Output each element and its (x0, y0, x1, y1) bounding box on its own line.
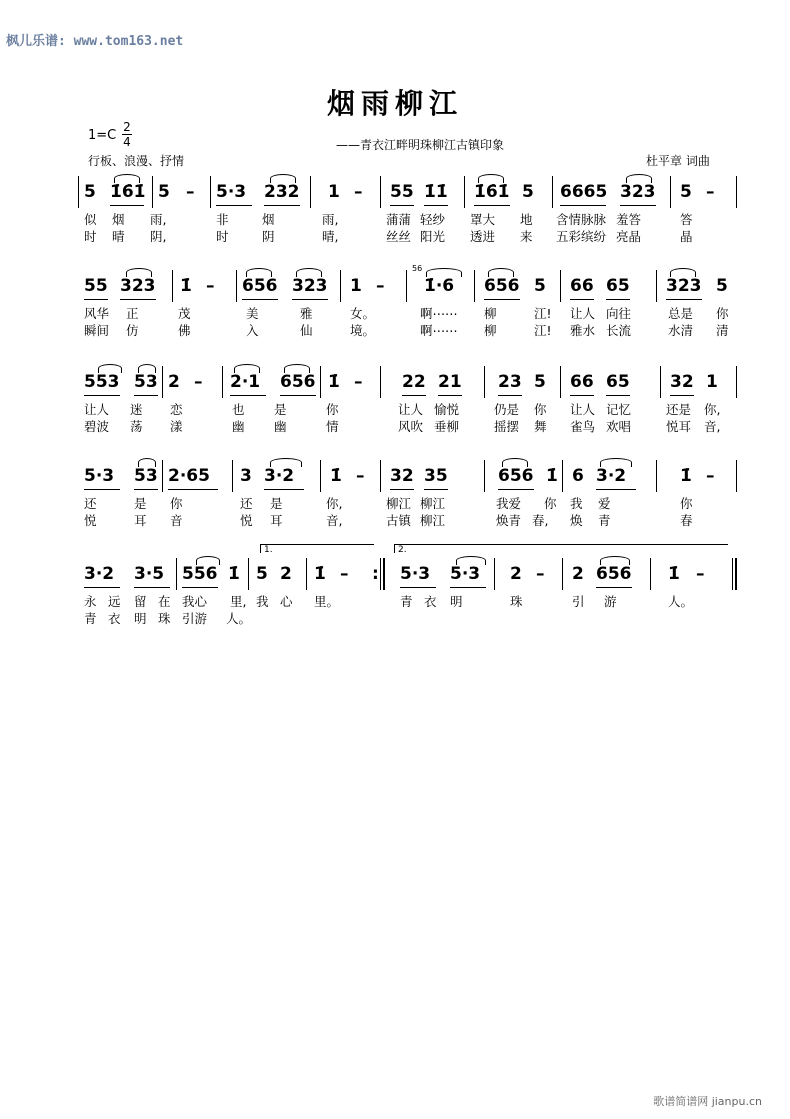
lyric: 雨, (150, 212, 167, 227)
note: 1̇6̇1̇ (474, 182, 510, 202)
lyric: 烟 (262, 212, 275, 227)
footer-watermark: 歌谱简谱网 jianpu.cn (653, 1095, 762, 1108)
header-website-link[interactable]: 枫儿乐谱: www.tom163.net (6, 34, 184, 49)
note: 6665 (560, 182, 608, 202)
note: 2 (572, 564, 584, 584)
lyric: 迷 (130, 402, 143, 417)
lyric: 珠 (158, 611, 171, 626)
note: – (354, 372, 363, 392)
lyric: 入 (246, 323, 259, 338)
lyric: 阴, (150, 229, 167, 244)
lyric: 衣 (108, 611, 121, 626)
lyric: 晶 (680, 229, 693, 244)
lyric: 游 (604, 594, 617, 609)
note: 5 (522, 182, 534, 202)
lyric: 佛 (178, 323, 191, 338)
lyric: 悦 (240, 513, 253, 528)
lyric: 还 (240, 496, 253, 511)
note: 5·3 (400, 564, 431, 584)
lyric: 春 (680, 513, 693, 528)
lyric: 永 (84, 594, 97, 609)
lyric: 里。 (314, 594, 340, 609)
lyric: 来 (520, 229, 533, 244)
lyric: 恋 (170, 402, 183, 417)
lyric: 心 (280, 594, 293, 609)
lyric: 焕 (570, 513, 583, 528)
lyric: 里, (230, 594, 247, 609)
lyric: 让人 (84, 402, 110, 417)
note: 5·3 (84, 466, 115, 486)
lyric: 你, (704, 402, 721, 417)
lyric: 焕青 (496, 513, 522, 528)
lyric: 江! (534, 323, 552, 338)
lyric: 你, (326, 496, 343, 511)
lyric: 愉悦 (434, 402, 460, 417)
lyric: 你 (716, 306, 729, 321)
note: 3·5 (134, 564, 165, 584)
lyric: 仙 (300, 323, 313, 338)
time-signature-bottom: 4 (123, 135, 131, 149)
note: 556 (182, 564, 218, 584)
lyric: 柳江 (386, 496, 412, 511)
note: – (356, 466, 365, 486)
lyric: 耳 (270, 513, 283, 528)
time-signature-top: 2 (123, 120, 131, 134)
note: 23 (498, 372, 522, 392)
lyric: 啊⋯⋯ (420, 323, 458, 338)
lyric: 情 (326, 419, 339, 434)
lyric: 含情脉脉 (556, 212, 607, 227)
note: 2·1 (230, 372, 261, 392)
lyric: 江! (534, 306, 552, 321)
lyric: 你 (534, 402, 547, 417)
staff-row-2 (0, 266, 790, 356)
lyric: 你 (170, 496, 183, 511)
staff-row-1 (0, 172, 790, 262)
note: 5 (534, 276, 546, 296)
lyric: 柳 (484, 306, 497, 321)
lyric: 也 (232, 402, 245, 417)
note: 1 (706, 372, 718, 392)
lyric: 音, (704, 419, 721, 434)
lyric: 在 (158, 594, 171, 609)
note: 35 (424, 466, 448, 486)
note: 53 (134, 466, 158, 486)
note: 232 (264, 182, 300, 202)
lyric: 你 (326, 402, 339, 417)
volta-second-ending: 2. (394, 544, 728, 553)
lyric: 青 (400, 594, 413, 609)
note: 53 (134, 372, 158, 392)
lyric: 青 (84, 611, 97, 626)
repeat-sign: : (372, 564, 379, 584)
note: 3·2 (596, 466, 627, 486)
note: 1̇ (668, 564, 680, 584)
note: 55 (390, 182, 414, 202)
note: 1̇ (328, 372, 340, 392)
lyric: 似 (84, 212, 97, 227)
lyric: 衣 (424, 594, 437, 609)
note: 5·3 (216, 182, 247, 202)
lyric: 晴, (322, 229, 339, 244)
lyric: 阴 (262, 229, 275, 244)
lyric: 引 (572, 594, 585, 609)
lyric: 是 (274, 402, 287, 417)
note: 65 (606, 372, 630, 392)
lyric: 仿 (126, 323, 139, 338)
note: 323 (620, 182, 656, 202)
lyric: 总是 (668, 306, 694, 321)
note: 1 (350, 276, 362, 296)
staff-row-3 (0, 362, 790, 452)
key-signature: 1=C (88, 128, 117, 143)
note: 2·65 (168, 466, 210, 486)
note: 1̇ (314, 564, 326, 584)
lyric: 仍是 (494, 402, 520, 417)
lyric: 风吹 (398, 419, 424, 434)
staff-row-5 (0, 545, 790, 644)
note: 5 (158, 182, 170, 202)
lyric: 柳 (484, 323, 497, 338)
lyric: 让人 (398, 402, 424, 417)
lyric: 让人 (570, 306, 596, 321)
note: 2 (280, 564, 292, 584)
lyric: 欢唱 (606, 419, 632, 434)
lyric: 长流 (606, 323, 632, 338)
lyric: 时 (216, 229, 229, 244)
lyric: 悦 (84, 513, 97, 528)
note: 656 (498, 466, 534, 486)
note: 32 (670, 372, 694, 392)
lyric: 人。 (226, 611, 252, 626)
lyric: 答 (680, 212, 693, 227)
lyric: 正 (126, 306, 139, 321)
lyric: 音 (170, 513, 183, 528)
lyric: 非 (216, 212, 229, 227)
note: 32 (390, 466, 414, 486)
lyric: 茂 (178, 306, 191, 321)
tempo-marking: 行板、浪漫、抒情 (88, 154, 185, 168)
note: 1̇ (228, 564, 240, 584)
lyric: 舞 (534, 419, 547, 434)
note: 1̇ (680, 466, 692, 486)
lyric: 还是 (666, 402, 692, 417)
note: 55 (84, 276, 108, 296)
lyric: 雅水 (570, 323, 596, 338)
note: 5 (716, 276, 728, 296)
note: 5 (680, 182, 692, 202)
note: 66 (570, 372, 594, 392)
note: 323 (666, 276, 702, 296)
note: 323 (292, 276, 328, 296)
lyric: 记忆 (606, 402, 632, 417)
lyric: 还 (84, 496, 97, 511)
note: 656 (280, 372, 316, 392)
note: 2 (510, 564, 522, 584)
lyric: 我 (256, 594, 269, 609)
lyric: 啊⋯⋯ (420, 306, 458, 321)
lyric: 羞答 (616, 212, 642, 227)
lyric: 阳光 (420, 229, 446, 244)
note: – (376, 276, 385, 296)
lyric: 明 (450, 594, 463, 609)
lyric: 明 (134, 611, 147, 626)
note: 21 (438, 372, 462, 392)
lyric: 幽 (274, 419, 287, 434)
note: 3 (240, 466, 252, 486)
lyric: 你 (680, 496, 693, 511)
lyric: 蒲蒲 (386, 212, 412, 227)
note: – (706, 182, 715, 202)
note: 65 (606, 276, 630, 296)
note: 1̇·6 (424, 276, 455, 296)
note: – (340, 564, 349, 584)
note: – (354, 182, 363, 202)
note: 1̇ (330, 466, 342, 486)
lyric: 雀鸟 (570, 419, 596, 434)
grace-notes: 56 (412, 264, 423, 273)
song-title: 烟雨柳江 (326, 87, 463, 120)
lyric: 水清 (668, 323, 694, 338)
note: 656 (484, 276, 520, 296)
lyric: 我爱 (496, 496, 522, 511)
note: 1̇ (546, 466, 558, 486)
lyric: 垂柳 (434, 419, 460, 434)
note: 656 (242, 276, 278, 296)
lyric: 烟 (112, 212, 125, 227)
note: 553 (84, 372, 120, 392)
lyric: 青 (598, 513, 611, 528)
lyric: 引游 (182, 611, 208, 626)
lyric: 五彩缤纷 (556, 229, 607, 244)
note: – (696, 564, 705, 584)
lyric: 让人 (570, 402, 596, 417)
note: 5 (534, 372, 546, 392)
note: 1̇ (180, 276, 192, 296)
time-signature (122, 120, 132, 149)
lyric: 音, (326, 513, 343, 528)
lyric: 古镇 (386, 513, 412, 528)
lyric: 柳江 (420, 513, 446, 528)
lyric: 晴 (112, 229, 125, 244)
note: 656 (596, 564, 632, 584)
lyric: 瞬间 (84, 323, 110, 338)
lyric: 风华 (84, 306, 110, 321)
note: 22 (402, 372, 426, 392)
note: – (186, 182, 195, 202)
lyric: 罩大 (470, 212, 496, 227)
lyric: 摇摆 (494, 419, 520, 434)
lyric: 丝丝 (386, 229, 412, 244)
lyric: 耳 (134, 513, 147, 528)
note: 5 (84, 182, 96, 202)
lyric: 你 (544, 496, 557, 511)
lyric: 人。 (668, 594, 694, 609)
lyric: 悦耳 (666, 419, 692, 434)
lyric: 亮晶 (616, 229, 642, 244)
lyric: 境。 (350, 323, 376, 338)
note: 1 (328, 182, 340, 202)
staff-row-4 (0, 456, 790, 546)
lyric: 春, (532, 513, 549, 528)
song-subtitle: ——青衣江畔明珠柳江古镇印象 (336, 138, 505, 152)
note: 3·2 (264, 466, 295, 486)
note: 6 (572, 466, 584, 486)
lyric: 地 (520, 212, 533, 227)
note: 2 (168, 372, 180, 392)
lyric: 我心 (182, 594, 208, 609)
lyric: 向往 (606, 306, 632, 321)
lyric: 荡 (130, 419, 143, 434)
lyric: 女。 (350, 306, 376, 321)
lyric: 轻纱 (420, 212, 446, 227)
lyric: 留 (134, 594, 147, 609)
lyric: 幽 (232, 419, 245, 434)
lyric: 柳江 (420, 496, 446, 511)
volta-first-ending: 1. (260, 544, 374, 553)
note: 1̇6̇1̇ (110, 182, 146, 202)
lyric: 碧波 (84, 419, 110, 434)
note: – (706, 466, 715, 486)
author-credit: 杜平章 词曲 (646, 154, 710, 168)
lyric: 是 (270, 496, 283, 511)
lyric: 清 (716, 323, 729, 338)
lyric: 远 (108, 594, 121, 609)
note: 3·2 (84, 564, 115, 584)
lyric: 透进 (470, 229, 496, 244)
lyric: 漾 (170, 419, 183, 434)
note: – (194, 372, 203, 392)
lyric: 时 (84, 229, 97, 244)
lyric: 雨, (322, 212, 339, 227)
note: 5 (256, 564, 268, 584)
lyric: 爱 (598, 496, 611, 511)
lyric: 珠 (510, 594, 523, 609)
note: 1̇1̇ (424, 182, 448, 202)
lyric: 美 (246, 306, 259, 321)
lyric: 我 (570, 496, 583, 511)
note: – (206, 276, 215, 296)
lyric: 雅 (300, 306, 313, 321)
note: 5·3 (450, 564, 481, 584)
note: – (536, 564, 545, 584)
note: 323 (120, 276, 156, 296)
note: 66 (570, 276, 594, 296)
lyric: 是 (134, 496, 147, 511)
